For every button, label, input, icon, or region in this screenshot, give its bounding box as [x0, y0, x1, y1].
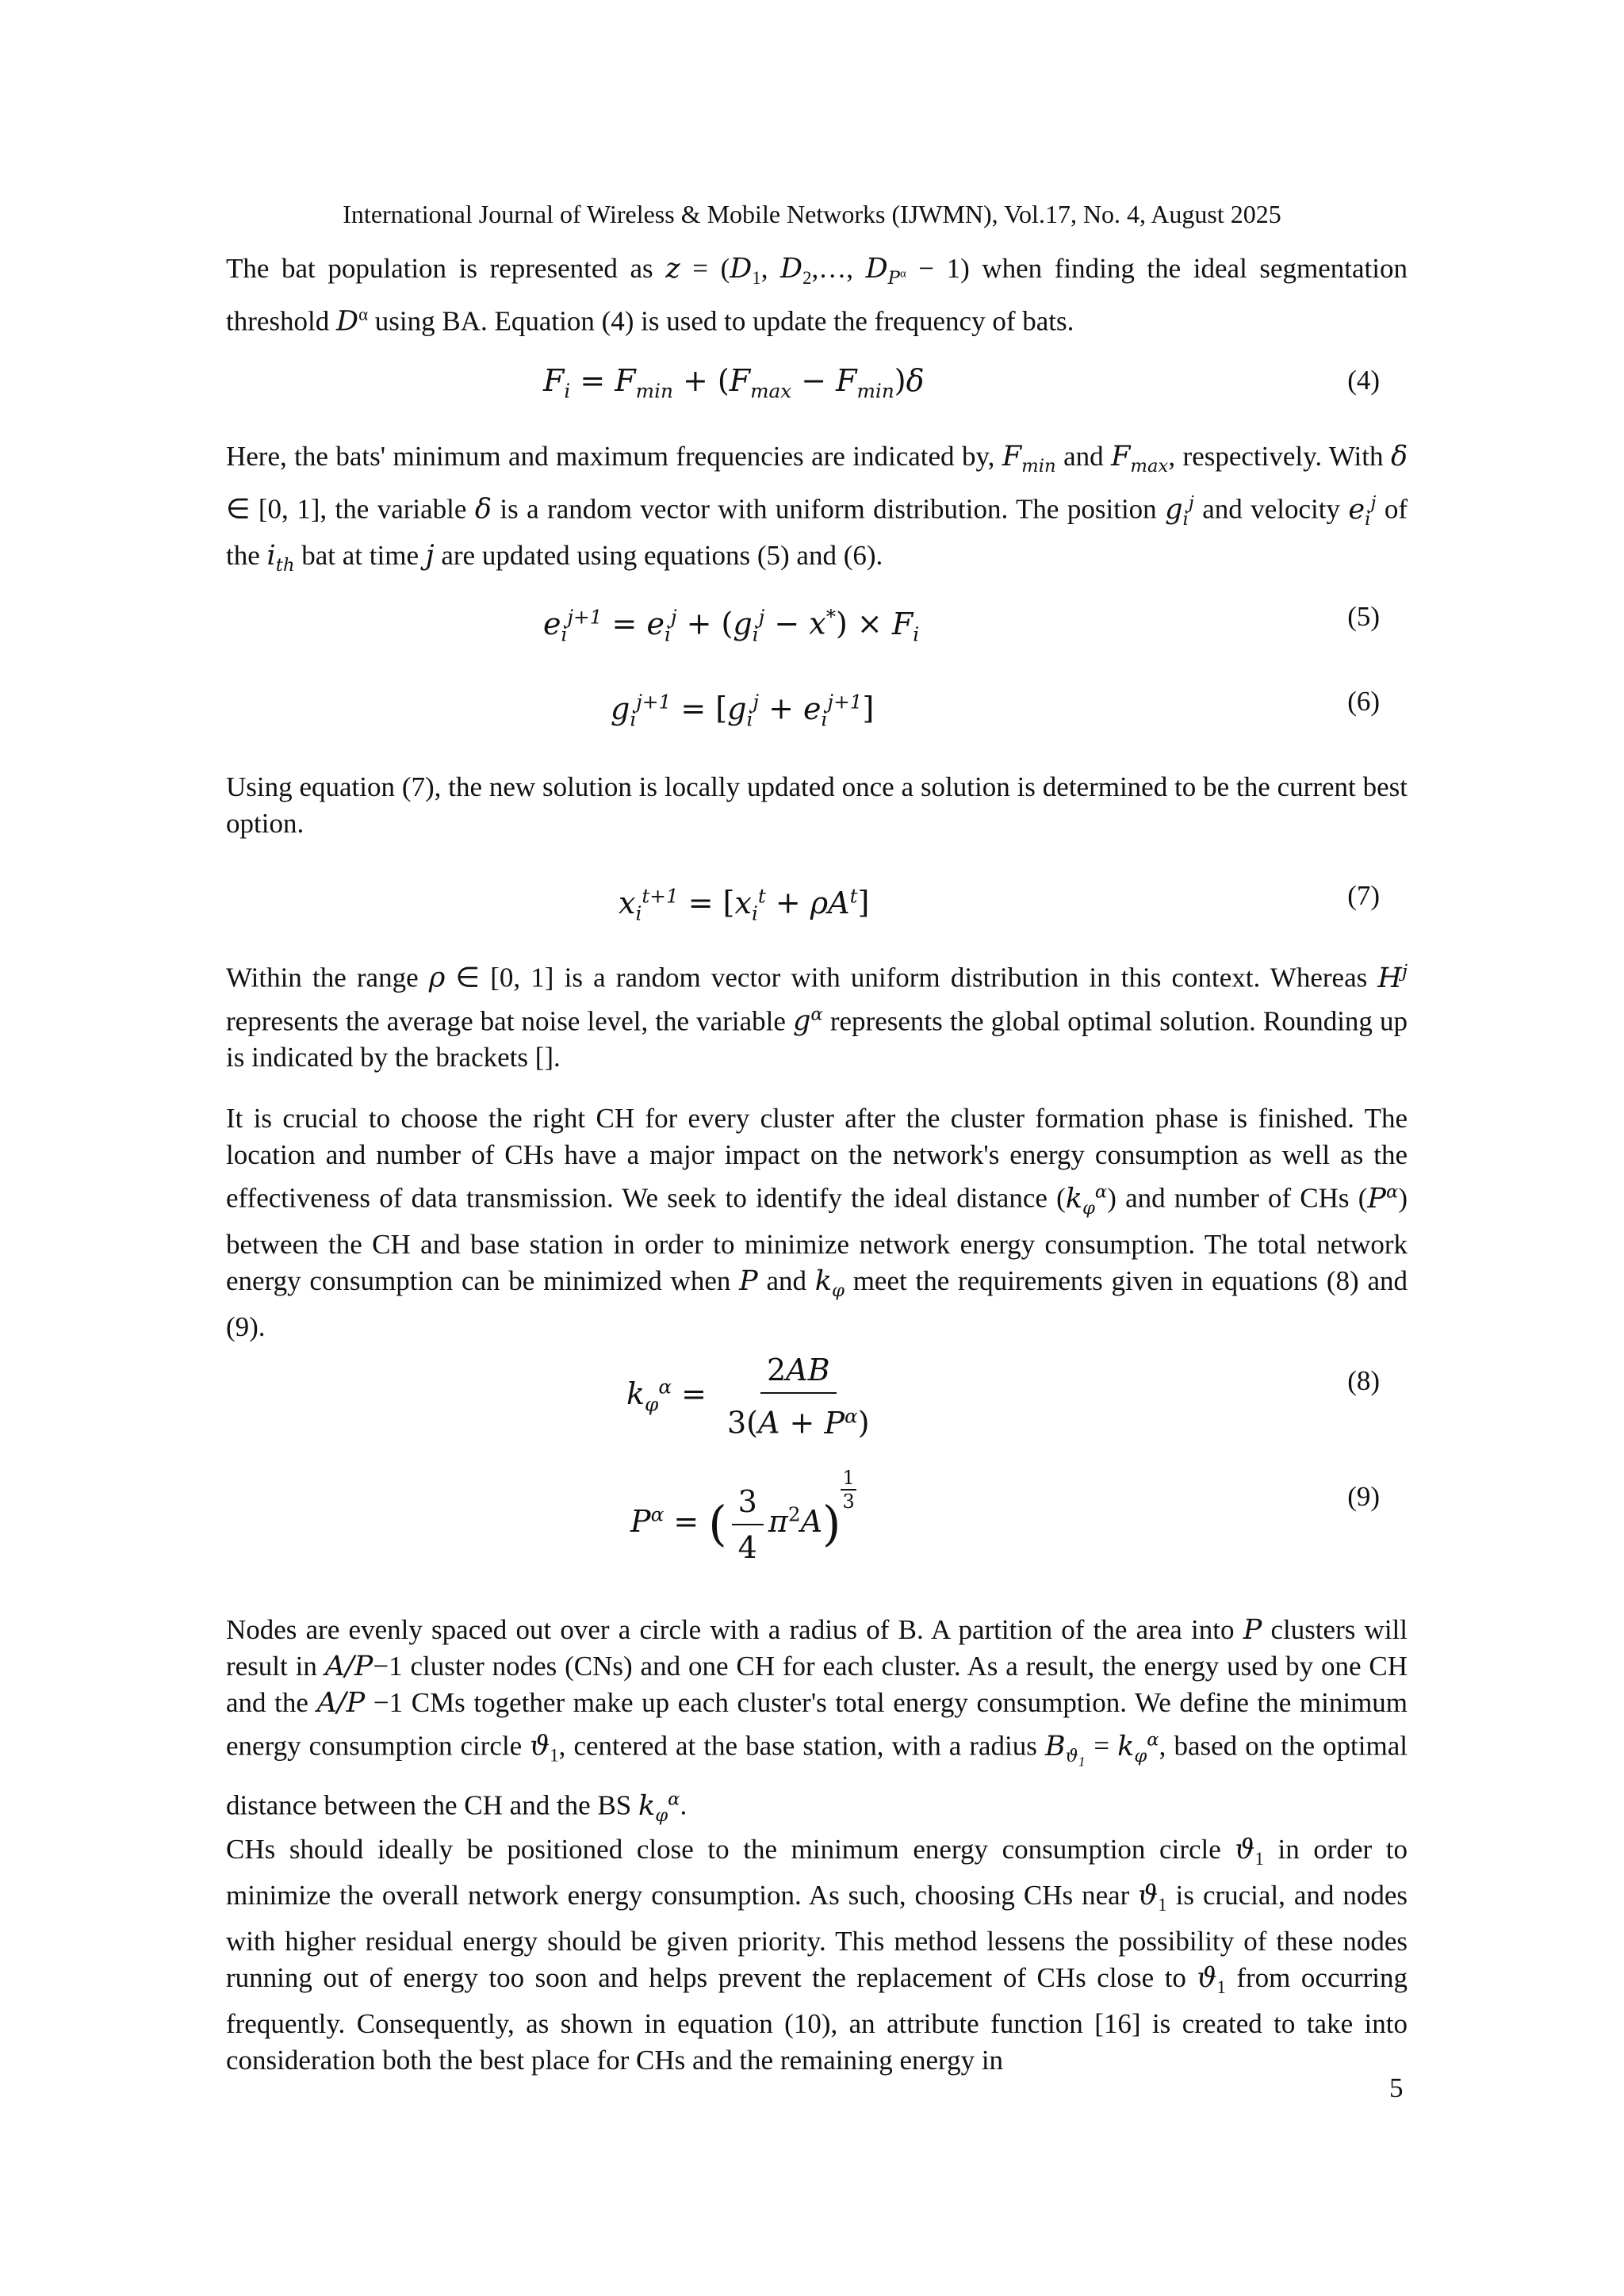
equation-5: $e_i^{j+1} = e_i^j + (g_i^j - x^*) \times F_i$ (5) — [226, 593, 1408, 649]
equation-number: (7) — [1347, 880, 1380, 911]
journal-header: International Journal of Wireless & Mobile Networks (IJWMN), Vol.17, No. 4, August 2025 — [343, 200, 1281, 228]
equation-6: $g_i^{j+1} = [g_i^j + e_i^{j+1}]$ (6) — [226, 678, 1408, 733]
equation-4: $F_i = F_{min} + (F_{max} - F_{min})\delta$ (4) — [226, 357, 1408, 412]
paragraph-4: Within the range ρ ∈ [0, 1] is a random vector with uniform distribution in this context. Whereas $H^j$ represents the average bat noise level, the variable $g^\alpha$ represents the global optimal solution. Rounding up is indicated by the brackets []. — [226, 961, 1408, 1073]
equation-7: $x_i^{t+1} = [x_i^t + \rho A^t]$ (7) — [226, 872, 1408, 928]
paragraph-7: CHs should ideally be positioned close to the minimum energy consumption circle $ϑ_1$ in order to minimize the overall network energy consumption. As such, choosing CHs near $ϑ_1$ is crucial, and nodes with higher residual energy should be given priority. This method lessens the possibility of these nodes running out of energy too soon and helps prevent the replacement of CHs close to $ϑ_1$ from occurring frequently. Consequently, as shown in equation (10), an attribute function [16] is created to take into consideration both the best place for CHs and the remaining energy in — [226, 1834, 1408, 2076]
equation-number: (9) — [1347, 1481, 1380, 1512]
equation-number: (6) — [1347, 686, 1380, 717]
paragraph-1: The bat population is represented as $z = (D_1$, $D_2,\dots$, $D_{P^\alpha} - 1$) when finding the ideal segmentation threshold $D^\alpha$ using BA. Equation (4) is used to update the frequency of bats. — [226, 253, 1408, 338]
equation-number: (8) — [1347, 1365, 1380, 1396]
paragraph-6: Nodes are evenly spaced out over a circle with a radius of B. A partition of the area into P clusters will result in A/P−1 cluster nodes (CNs) and one CH for each cluster. As a result, the energy used by one CH and the A/P −1 CMs together make up each cluster's total energy consumption. We define the minimum energy consumption circle $ϑ_1$, centered at the base station, with a radius $B_{ϑ_1} = k_\varphi^\alpha$, based on the optimal distance between the CH and the BS $k_\varphi^\alpha$. — [226, 1614, 1408, 1826]
equation-9: $P^\alpha$ = ( $\frac{3}{4}$ $\pi^2A$) $^{\frac{1}{3}}$ (9) — [630, 1467, 1380, 1565]
page-number: 5 — [1389, 2072, 1404, 2103]
paragraph-5: It is crucial to choose the right CH for every cluster after the cluster formation phase is finished. The location and number of CHs have a major impact on the network's energy consumption as well as the effectiveness of data transmission. We seek to identify the ideal distance $(k_\varphi^\alpha)$ and number of CHs $(P^\alpha)$ between the CH and base station in order to minimize network energy consumption. The total network energy consumption can be minimized when P and $k_\varphi$ meet the requirements given in equations (8) and (9). — [226, 1103, 1408, 1342]
paragraph-3: Using equation (7), the new solution is locally updated once a solution is determined to be the current best option. — [226, 771, 1408, 839]
equation-number: (4) — [1347, 365, 1380, 396]
equation-number: (5) — [1347, 601, 1380, 632]
equation-8: $k_\varphi^\alpha$ = $\frac{2AB}{3(A + P^\alpha)}$ (8) — [226, 1348, 1408, 1451]
paragraph-2: Here, the bats' minimum and maximum frequencies are indicated by, $F_{min}$ and $F_{max}$, respectively. With δ ∈ [0, 1], the variable δ is a random vector with uniform distribution. The position $g_i^j$ and velocity $e_i^j$ of the $i_{th}$ bat at time j are updated using equations (5) and (6). — [226, 441, 1408, 576]
